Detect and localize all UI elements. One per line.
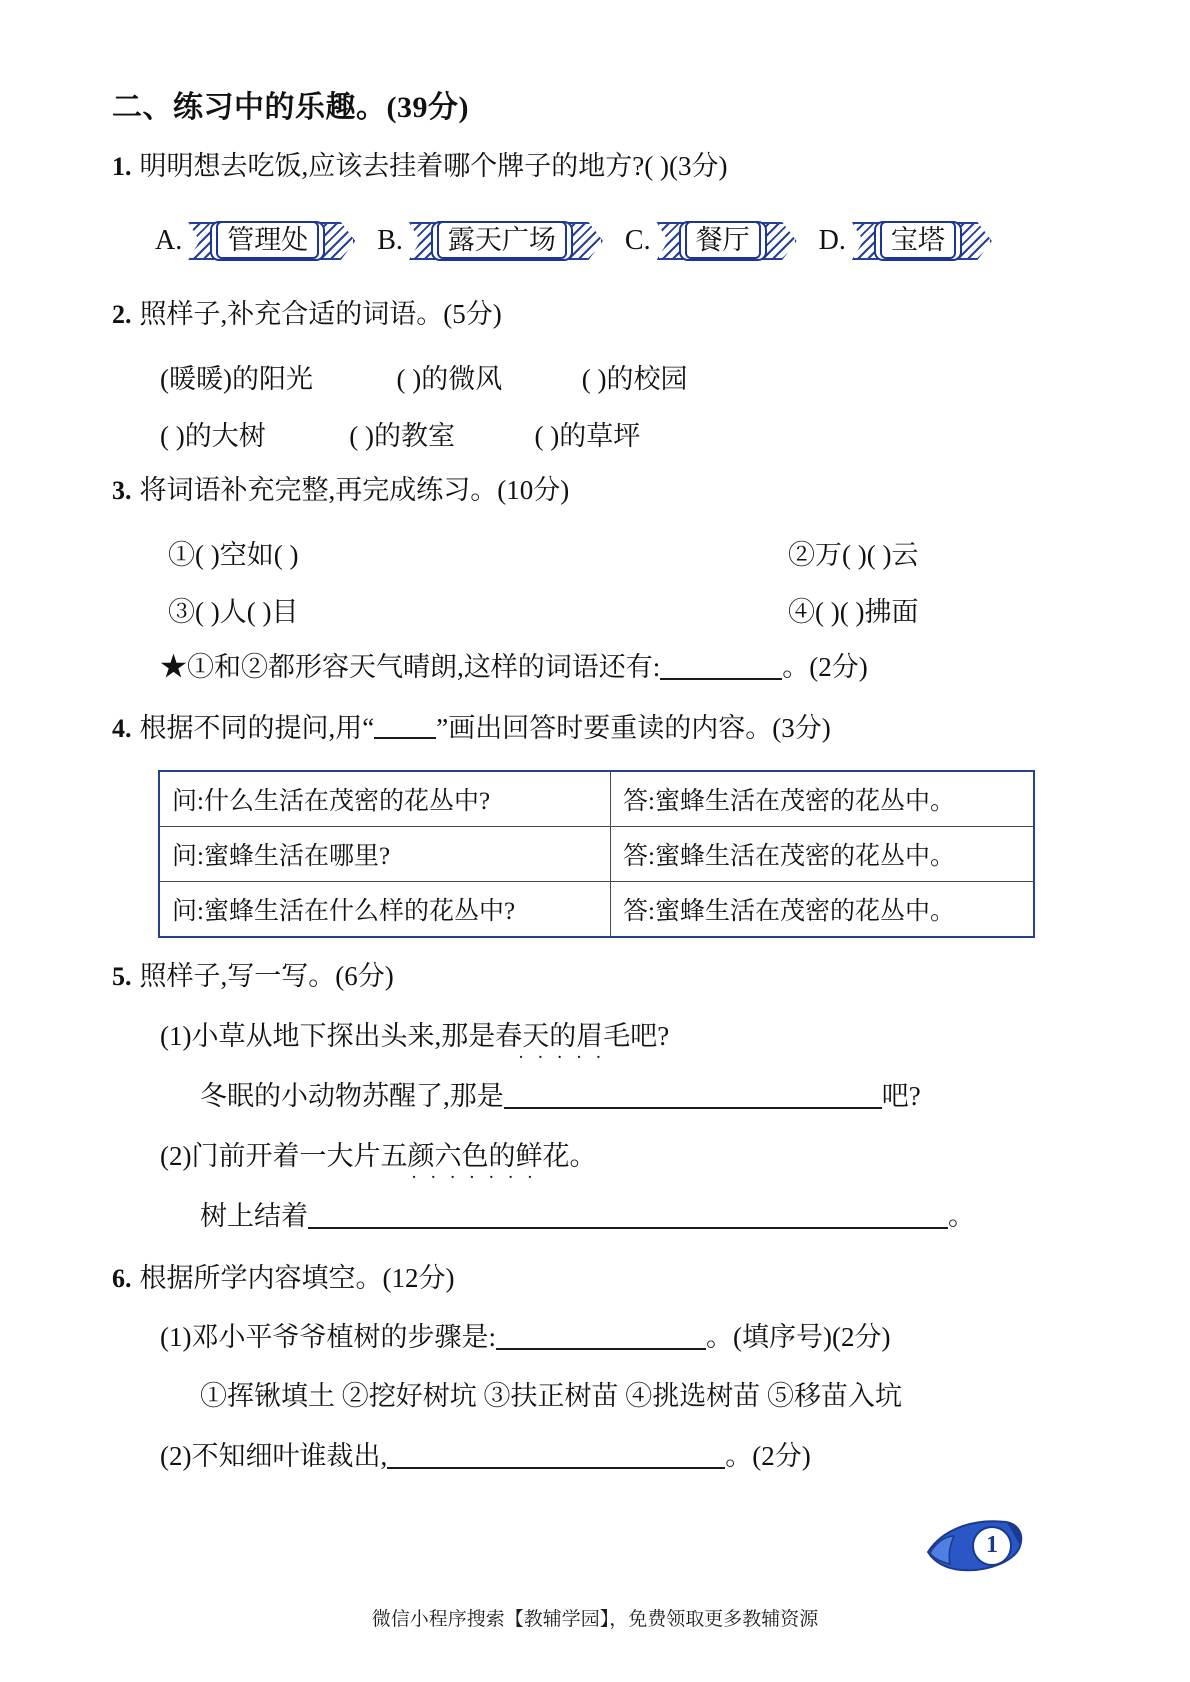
sub2-answer-blank[interactable] xyxy=(387,1467,725,1469)
sub1-answer-blank[interactable] xyxy=(496,1322,706,1350)
fill-paren: ( ) xyxy=(349,421,374,451)
question-4-text-before: 根据不同的提问,用“ xyxy=(139,713,375,743)
option-a-letter: A. xyxy=(155,225,183,256)
option-b-sign-label: 露天广场 xyxy=(437,221,567,259)
table-row xyxy=(159,771,1034,827)
table-row xyxy=(159,827,1034,882)
table-row xyxy=(159,882,1034,938)
sub2-answer-blank[interactable] xyxy=(308,1227,948,1229)
question-1-number: 1. xyxy=(112,152,132,181)
question-1-options xyxy=(155,214,992,268)
question-1-stem xyxy=(112,152,727,182)
section-title: 二、练习中的乐趣。(39分) xyxy=(112,91,469,124)
sub2-text-a: 门前开着一大片 xyxy=(191,1141,381,1171)
option-d[interactable] xyxy=(819,214,992,268)
option-a[interactable] xyxy=(155,214,355,268)
table-cell-question[interactable]: 问:蜜蜂生活在什么样的花丛中? xyxy=(159,882,611,938)
sub1-emphasis: 春天的眉毛 ····· xyxy=(495,1022,630,1052)
fill-paren: ( ) xyxy=(396,364,422,394)
question-3-row-1 xyxy=(168,533,919,572)
sub2-prefix: (2)不知细叶谁裁出, xyxy=(160,1441,388,1471)
idiom-mark: ② xyxy=(788,540,815,570)
fill-item[interactable] xyxy=(160,357,313,396)
question-2-text: 照样子,补充合适的词语。(5分) xyxy=(139,299,502,329)
fill-item[interactable] xyxy=(582,357,688,396)
sub2-answer-suffix: 。 xyxy=(948,1201,975,1231)
underline-sample xyxy=(374,715,436,739)
question-6-sub1 xyxy=(160,1322,890,1353)
idiom-item[interactable] xyxy=(788,590,918,629)
option-b-letter: B. xyxy=(377,225,403,256)
idiom-mark: ④ xyxy=(788,597,815,627)
question-6-stem xyxy=(112,1264,454,1294)
table-cell-answer[interactable]: 答:蜜蜂生活在茂密的花丛中。 xyxy=(611,827,1035,882)
question-5-text: 照样子,写一写。(6分) xyxy=(139,961,394,991)
fill-paren: ( ) xyxy=(160,421,185,451)
idiom-text: 万( )( )云 xyxy=(815,540,919,570)
fill-item[interactable] xyxy=(349,414,455,453)
page-number-badge xyxy=(920,1512,1030,1582)
question-6-steps: ①挥锹填土 ②挖好树坑 ③扶正树苗 ④挑选树苗 ⑤移苗入坑 xyxy=(200,1381,902,1411)
option-b-sign xyxy=(409,214,603,268)
question-5-sub2-answer xyxy=(200,1202,975,1232)
fill-word: 的微风 xyxy=(421,364,503,394)
fill-paren: (暖暖) xyxy=(160,364,232,394)
idiom-text: ( )空如( ) xyxy=(195,540,299,570)
star-suffix: 。(2分) xyxy=(782,652,868,682)
sub1-answer-prefix: 冬眠的小动物苏醒了,那是 xyxy=(200,1081,504,1111)
idiom-text: ( )人( )目 xyxy=(195,597,299,627)
question-6-number: 6. xyxy=(112,1264,132,1293)
option-a-sign-label: 管理处 xyxy=(216,221,319,259)
table-cell-answer[interactable]: 答:蜜蜂生活在茂密的花丛中。 xyxy=(611,882,1035,938)
sub2-emphasis: 五颜六色的鲜花 ······· xyxy=(380,1142,569,1172)
question-6-text: 根据所学内容填空。(12分) xyxy=(139,1263,455,1293)
sub2-text-b: 。 xyxy=(569,1141,597,1171)
star-prefix: ★①和②都形容天气晴朗,这样的词语还有: xyxy=(160,652,661,682)
table-cell-answer[interactable]: 答:蜜蜂生活在茂密的花丛中。 xyxy=(611,771,1035,827)
idiom-item[interactable] xyxy=(788,533,918,572)
question-3-number: 3. xyxy=(112,476,132,505)
idiom-item[interactable] xyxy=(168,540,298,570)
fill-word: 的大树 xyxy=(184,421,266,451)
table-cell-question[interactable]: 问:什么生活在茂密的花丛中? xyxy=(159,771,611,827)
sub2-answer-prefix: 树上结着 xyxy=(200,1201,308,1231)
fill-word: 的校园 xyxy=(606,364,688,394)
question-2-number: 2. xyxy=(112,300,132,329)
sign-plate xyxy=(431,221,573,260)
footer-note: 微信小程序搜索【教辅学园】，免费领取更多教辅资源 xyxy=(371,1609,819,1630)
sub1-text-b: 吧? xyxy=(630,1021,670,1051)
option-c-sign-label: 餐厅 xyxy=(685,221,761,259)
option-d-sign xyxy=(852,214,992,268)
sign-plate xyxy=(679,221,767,260)
option-b[interactable] xyxy=(377,214,603,268)
fill-word: 的阳光 xyxy=(231,364,313,394)
option-a-sign xyxy=(188,214,355,268)
question-3-star-line xyxy=(160,652,868,683)
table-cell-question[interactable]: 问:蜜蜂生活在哪里? xyxy=(159,827,611,882)
question-5-sub1-answer xyxy=(200,1082,921,1112)
fill-paren: ( ) xyxy=(581,364,607,394)
sub1-answer-blank[interactable] xyxy=(504,1107,882,1109)
idiom-item[interactable] xyxy=(168,597,298,627)
option-d-letter: D. xyxy=(818,225,846,256)
question-5-sub2-example xyxy=(160,1142,596,1172)
fill-item[interactable] xyxy=(534,414,640,453)
question-4-text-after: ”画出回答时要重读的内容。(3分) xyxy=(436,713,831,743)
question-6-sub2 xyxy=(160,1442,811,1472)
idiom-text: ( )( )拂面 xyxy=(815,597,919,627)
idiom-mark: ① xyxy=(168,540,195,570)
question-1-text: 明明想去吃饭,应该去挂着哪个牌子的地方?( )(3分) xyxy=(139,151,728,181)
fill-item[interactable] xyxy=(396,357,502,396)
question-5-stem xyxy=(112,962,394,992)
question-3-stem xyxy=(112,476,569,506)
question-5-number: 5. xyxy=(112,962,132,991)
option-c-sign xyxy=(657,214,797,268)
fill-word: 的草坪 xyxy=(559,421,641,451)
page-number: 1 xyxy=(972,1526,1012,1566)
option-d-sign-label: 宝塔 xyxy=(880,221,956,259)
question-4-number: 4. xyxy=(112,714,132,743)
sub1-answer-suffix: 吧? xyxy=(881,1081,921,1111)
sub2-suffix: 。(2分) xyxy=(725,1441,811,1471)
idiom-mark: ③ xyxy=(168,597,195,627)
question-4-stem xyxy=(112,714,831,744)
question-3-row-2 xyxy=(168,590,919,629)
fill-word: 的教室 xyxy=(373,421,455,451)
option-c-letter: C. xyxy=(624,225,651,256)
fill-item[interactable] xyxy=(160,414,266,453)
fill-paren: ( ) xyxy=(534,421,560,451)
sub1-suffix: 。(填序号)(2分) xyxy=(705,1322,891,1352)
option-c[interactable] xyxy=(625,214,797,268)
question-4-table xyxy=(158,770,1035,938)
question-5-sub1-example xyxy=(160,1022,669,1052)
sign-plate xyxy=(210,221,325,260)
question-2-row-2 xyxy=(160,414,640,453)
star-answer-blank[interactable] xyxy=(660,652,782,680)
sign-plate xyxy=(874,221,962,260)
question-2-row-1 xyxy=(160,357,687,396)
sub1-label: (1) xyxy=(160,1021,192,1051)
sub1-text-a: 小草从地下探出头来,那是 xyxy=(191,1021,496,1051)
question-2-stem xyxy=(112,300,502,330)
sub2-label: (2) xyxy=(160,1141,192,1171)
sub1-prefix: (1)邓小平爷爷植树的步骤是: xyxy=(160,1322,496,1352)
question-3-text: 将词语补充完整,再完成练习。(10分) xyxy=(139,475,570,505)
